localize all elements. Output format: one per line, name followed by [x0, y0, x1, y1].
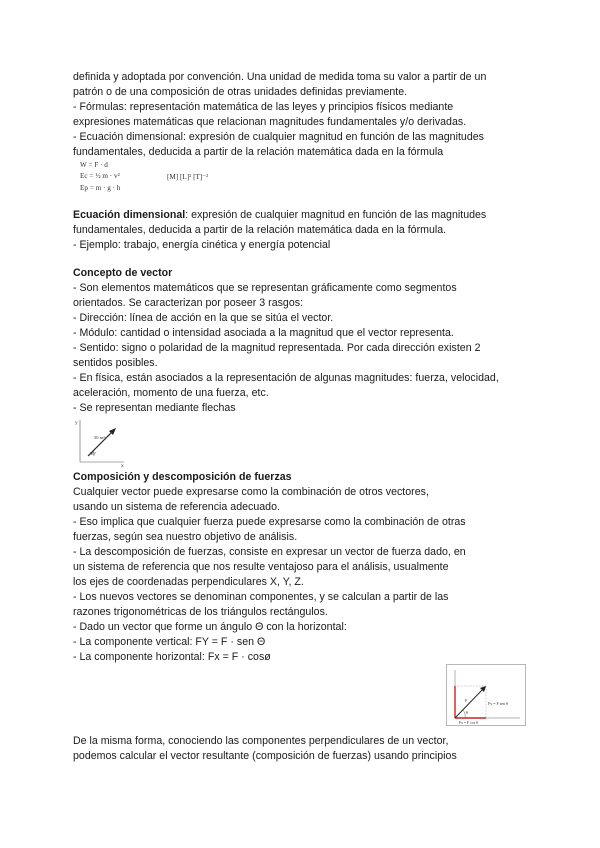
text-line: orientados. Se caracterizan por poseer 3 rasgos: — [73, 297, 304, 309]
text-line: - La componente vertical: FY = F · sen Θ — [73, 636, 266, 648]
text-line: - Son elementos matemáticos que se representan gráficamente como segmentos — [73, 282, 457, 294]
formula-potential: Ep = m · g · h — [80, 184, 121, 192]
text-line: - Ecuación dimensional: expresión de cualquier magnitud en función de las magnitudes — [73, 131, 484, 143]
text-line: - Se representan mediante flechas — [73, 402, 236, 414]
text-line: - La componente horizontal: Fx = F · cosø — [73, 651, 271, 663]
text-line: razones trigonométricas de los triángulos rectángulos. — [73, 606, 328, 618]
text-line: fuerzas, según sea nuestro objetivo de análisis. — [73, 531, 298, 543]
fy-label: Fy = F sen θ — [488, 701, 508, 706]
text-line: Cualquier vector puede expresarse como la combinación de otros vectores, — [73, 486, 429, 498]
text-line: aceleración, momento de una fuerza, etc. — [73, 387, 269, 399]
dimensional-line — [73, 208, 486, 222]
vector-angle-label: 30° — [90, 451, 97, 456]
text-line: - Eso implica que cualquier fuerza puede expresarse como la combinación de otras — [73, 516, 466, 528]
text-line: sentidos posibles. — [73, 357, 158, 369]
text-line: - Sentido: signo o polaridad de la magnitud representada. Por cada dirección existen 2 — [73, 342, 481, 354]
vector-heading: Concepto de vector — [73, 267, 173, 279]
force-label: F — [465, 698, 468, 703]
text-line: un sistema de referencia que nos resulte ventajoso para el análisis, usualmente — [73, 561, 449, 573]
text-line: - La descomposición de fuerzas, consiste en expresar un vector de fuerza dado, en — [73, 546, 466, 558]
text-line: los ejes de coordenadas perpendiculares X, Y, Z. — [73, 576, 304, 588]
force-decomposition-figure — [446, 664, 526, 726]
text-line: - Fórmulas: representación matemática de las leyes y principios físicos mediante — [73, 101, 454, 113]
axis-x-label: x — [121, 463, 124, 468]
dimensional-heading: Ecuación dimensional — [73, 209, 186, 221]
text-line: fundamentales, deducida a partir de la relación matemática dada en la fórmula — [73, 146, 444, 158]
text-line: expresiones matemáticas que relacionan magnitudes fundamentales y/o derivadas. — [73, 116, 467, 128]
text-line: - Dado un vector que forme un ángulo Θ con la horizontal: — [73, 621, 347, 633]
fx-label: Fx = F cos θ — [459, 721, 478, 725]
formula-kinetic: Ec = ½ m · v² — [80, 172, 120, 180]
vector-arrow-figure — [70, 416, 130, 468]
formula-work: W = F · d — [80, 161, 108, 169]
forces-heading: Composición y descomposición de fuerzas — [73, 471, 292, 483]
text-line: - Ejemplo: trabajo, energía cinética y energía potencial — [73, 239, 331, 251]
text-line: De la misma forma, conociendo las componentes perpendiculares de un vector, — [73, 735, 449, 747]
dimensional-definition: : expresión de cualquier magnitud en función de las magnitudes — [185, 209, 487, 221]
text-line: - En física, están asociados a la representación de algunas magnitudes: fuerza, velocidad, — [73, 372, 499, 384]
formula-dimensional: [M] [L]² [T]⁻² — [167, 173, 209, 181]
vector-magnitude-label: 30 m/s — [94, 435, 107, 440]
theta-label: θ — [466, 710, 468, 715]
text-line: podemos calcular el vector resultante (composición de fuerzas) usando principios — [73, 750, 457, 762]
text-line: patrón o de una composición de otras unidades definidas previamente. — [73, 86, 408, 98]
text-line: - Los nuevos vectores se denominan componentes, y se calculan a partir de las — [73, 591, 449, 603]
text-line: - Módulo: cantidad o intensidad asociada a la magnitud que el vector representa. — [73, 327, 454, 339]
text-line: fundamentales, deducida a partir de la relación matemática dada en la fórmula. — [73, 224, 447, 236]
axis-y-label: y — [75, 420, 78, 426]
text-line: definida y adoptada por convención. Una unidad de medida toma su valor a partir de un — [73, 71, 487, 83]
text-line: usando un sistema de referencia adecuado. — [73, 501, 280, 513]
text-line: - Dirección: línea de acción en la que se sitúa el vector. — [73, 312, 334, 324]
